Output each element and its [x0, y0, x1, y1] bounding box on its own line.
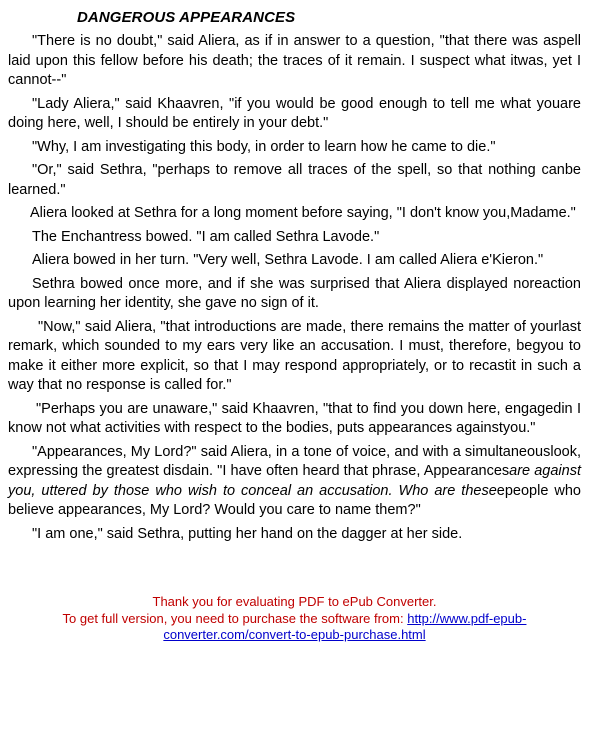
paragraph: "There is no doubt," said Aliera, as if in answer to a question, "that there was aspell laid upon this fellow before his death; the traces of it remain. I suspect what itwas, yet I cannot--"	[8, 33, 581, 88]
paragraph: "I am one," said Sethra, putting her hand on the dagger at her side.	[32, 525, 463, 542]
paragraph-italic-text: are against you, uttered by those who wish to conceal an accusation. Who are these	[8, 463, 581, 499]
paragraph: The Enchantress bowed. "I am called Sethra Lavode."	[32, 228, 380, 245]
paragraph-text: "Appearances, My Lord?" said Aliera, in a tone of voice, and with a simultaneouslook, expressing the greatest disdain. "I have often heard that phrase, Appearances	[8, 443, 581, 479]
paragraph: "Or," said Sethra, "perhaps to remove all traces of the spell, so that nothing canbe learned."	[8, 162, 581, 198]
evaluation-notice	[8, 594, 581, 644]
paragraph: "Perhaps you are unaware," said Khaavren, "that to find you down here, engagedin I know not what activities with respect to the bodies, puts appearances againstyou."	[8, 400, 581, 436]
paragraph-text: epeople who believe appearances, My Lord? Would you care to name them?"	[8, 482, 581, 518]
paragraph: Sethra bowed once more, and if she was surprised that Aliera displayed noreaction upon learning her identity, she gave no sign of it.	[8, 275, 581, 311]
body-text	[8, 32, 581, 548]
purchase-link[interactable]: http://www.pdf-epub-converter.com/convert-to-epub-purchase.html	[163, 610, 527, 642]
paragraph: "Lady Aliera," said Khaavren, "if you would be good enough to tell me what youare doing here, well, I should be entirely in your debt."	[8, 95, 581, 131]
paragraph: "Why, I am investigating this body, in order to learn how he came to die."	[32, 138, 496, 155]
notice-purchase-text: To get full version, you need to purchase the software from:	[62, 610, 408, 626]
notice-line-thanks: Thank you for evaluating PDF to ePub Converter.	[152, 594, 437, 609]
notice-line-purchase	[8, 611, 581, 644]
paragraph: "Now," said Aliera, "that introductions are made, there remains the matter of yourlast remark, which sounded to my ears very like an accusation. I must, therefore, begyou to make it either more explicit, so that I may respond appropriately, or to recastit in such a way that no response is called for."	[8, 318, 581, 393]
chapter-title: DANGEROUS APPEARANCES	[77, 9, 296, 26]
paragraph-appearances	[8, 443, 581, 521]
paragraph: Aliera looked at Sethra for a long moment before saying, "I don't know you,Madame."	[30, 205, 576, 221]
paragraph: Aliera bowed in her turn. "Very well, Sethra Lavode. I am called Aliera e'Kieron."	[32, 252, 544, 268]
